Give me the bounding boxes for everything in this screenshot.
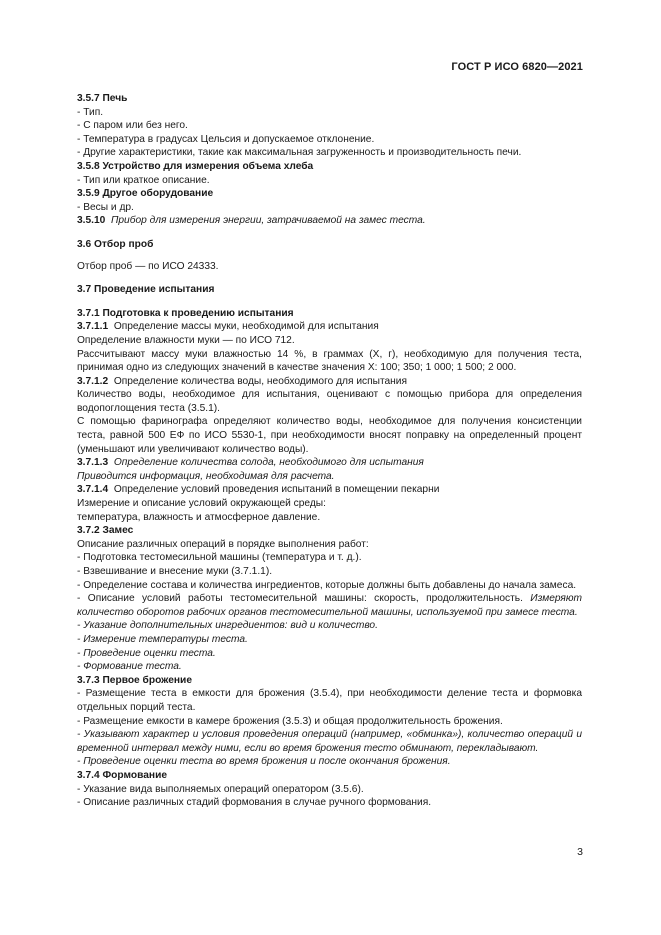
paragraph: Измерение и описание условий окружающей среды:: [77, 498, 326, 510]
list-item: - Размещение емкости в камере брожения (3.5.3) и общая продолжительность брожения.: [77, 715, 503, 727]
paragraph: Рассчитывают массу муки влажностью 14 %, в граммах (Х, г), необходимую для получения теста, принимая одно из следующих значений в качестве значения Х: 100; 350; 1 000; 1 500; 2 000.: [77, 348, 582, 374]
list-item: - Указывают характер и условия проведения операций (например, «обминка»), количество операций и временной интервал между ними, если во время брожения тесто обминают, перекладывают.: [77, 729, 582, 754]
section-3-7-1-3: [77, 456, 582, 470]
section-text: Прибор для измерения энергии, затрачиваемой на замес теста.: [111, 215, 426, 227]
section-3-7-3-heading: 3.7.3 Первое брожение: [77, 674, 192, 686]
paragraph: Описание различных операций в порядке выполнения работ:: [77, 538, 369, 550]
list-item: - Тип.: [77, 106, 104, 118]
section-3-7-1-4: [77, 483, 582, 497]
list-item: - Весы и др.: [77, 201, 134, 213]
section-text: Определение массы муки, необходимой для испытания: [113, 321, 379, 333]
paragraph: Количество воды, необходимое для испытания, оценивают с помощью прибора для определения водопоглощения теста (3.5.1).: [77, 389, 582, 414]
section-3-5-7-heading: 3.5.7 Печь: [77, 93, 128, 104]
page-number: 3: [577, 846, 583, 858]
list-item: - Формование теста.: [77, 661, 182, 673]
paragraph: С помощью фаринографа определяют количество воды, необходимое для получения консистенции теста, равной 500 ЕФ по ИСО 5530-1, при необходимости вносят поправку на определенный процент (уменьшают или увеличивают количество воды).: [77, 416, 582, 455]
section-3-5-10: [77, 214, 582, 228]
section-number: 3.7.1.1: [77, 321, 109, 333]
section-text: Определение условий проведения испытаний в помещении пекарни: [113, 484, 440, 496]
list-item: - Тип или краткое описание.: [77, 174, 210, 186]
list-item: - Взвешивание и внесение муки (3.7.1.1).: [77, 566, 273, 577]
paragraph: Определение влажности муки — по ИСО 712.: [77, 334, 295, 346]
list-item: - С паром или без него.: [77, 120, 188, 132]
document-body: [77, 92, 582, 810]
section-number: 3.7.1.4: [77, 484, 109, 496]
section-3-5-8-heading: 3.5.8 Устройство для измерения объема хлеба: [77, 160, 314, 172]
section-3-7-2-heading: 3.7.2 Замес: [77, 525, 134, 537]
list-item: [77, 592, 582, 619]
section-3-7-1-heading: 3.7.1 Подготовка к проведению испытания: [77, 307, 294, 319]
section-3-7-1-2: [77, 375, 582, 389]
list-item: - Проведение оценки теста во время брожения и после окончания брожения.: [77, 756, 451, 768]
section-number: 3.5.10: [77, 215, 106, 227]
paragraph: Отбор проб — по ИСО 24333.: [77, 260, 219, 272]
section-text: Определение количества воды, необходимого для испытания: [113, 375, 407, 387]
list-item-italic: Измеряют количество оборотов рабочих органов тестомесительной машины, используемой при замесе теста.: [77, 593, 582, 618]
section-3-6-heading: 3.6 Отбор проб: [77, 238, 154, 250]
paragraph: температура, влажность и атмосферное давление.: [77, 511, 321, 523]
section-3-7-1-1: [77, 320, 582, 334]
list-item: - Измерение температуры теста.: [77, 633, 248, 645]
list-item: - Температура в градусах Цельсия и допускаемое отклонение.: [77, 133, 375, 145]
section-3-5-9-heading: 3.5.9 Другое оборудование: [77, 188, 214, 200]
list-item: - Размещение теста в емкости для брожения (3.5.4), при необходимости деление теста и формовка отдельных порций теста.: [77, 688, 582, 713]
paragraph: Приводится информация, необходимая для расчета.: [77, 470, 335, 482]
section-number: 3.7.1.3: [77, 457, 109, 469]
list-item: - Другие характеристики, такие как максимальная загруженность и производительность печи.: [77, 147, 522, 159]
standard-header: ГОСТ Р ИСО 6820—2021: [451, 61, 583, 73]
section-3-7-4-heading: 3.7.4 Формование: [77, 769, 167, 781]
section-text: Определение количества солода, необходимого для испытания: [113, 457, 424, 469]
list-item-text: - Описание условий работы тестомесительной машины: скорость, продолжительность.: [77, 593, 523, 605]
list-item: - Описание различных стадий формования в случае ручного формования.: [77, 797, 432, 809]
list-item: - Подготовка тестомесильной машины (температура и т. д.).: [77, 552, 362, 564]
list-item: - Указание вида выполняемых операций оператором (3.5.6).: [77, 783, 364, 795]
section-number: 3.7.1.2: [77, 375, 109, 387]
list-item: - Проведение оценки теста.: [77, 647, 216, 659]
section-3-7-heading: 3.7 Проведение испытания: [77, 284, 215, 296]
list-item: - Определение состава и количества ингредиентов, которые должны быть добавлены до начала замеса.: [77, 579, 577, 591]
list-item: - Указание дополнительных ингредиентов: вид и количество.: [77, 620, 378, 632]
